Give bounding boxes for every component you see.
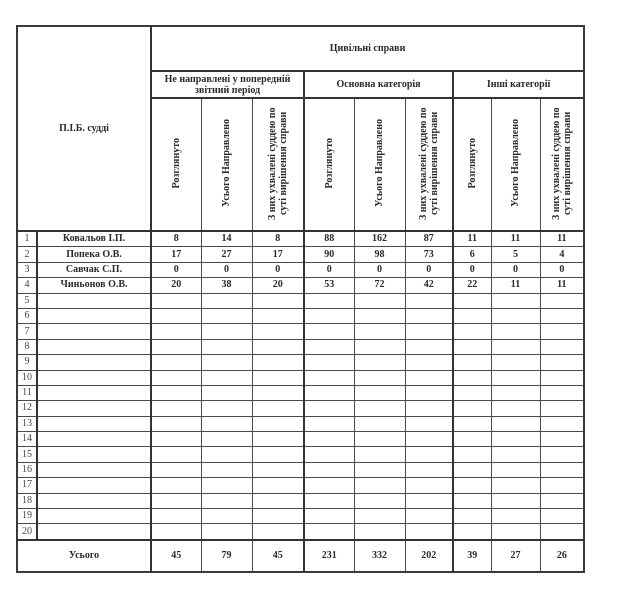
value-cell — [354, 385, 405, 400]
value-cell — [453, 293, 491, 308]
value-cell — [201, 308, 252, 323]
row-number: 7 — [17, 324, 37, 339]
value-cell: 11 — [491, 278, 540, 293]
value-cell — [540, 416, 584, 431]
value-cell — [304, 493, 354, 508]
value-cell — [405, 355, 453, 370]
row-number: 9 — [17, 355, 37, 370]
value-cell: 162 — [354, 231, 405, 247]
column-header-label: З них ухвалені суддею по суті вирішення справи — [550, 106, 573, 220]
value-cell — [540, 308, 584, 323]
value-cell — [405, 432, 453, 447]
value-cell — [201, 293, 252, 308]
table-row — [17, 432, 584, 447]
total-value-cell: 332 — [354, 540, 405, 572]
row-number: 5 — [17, 293, 37, 308]
table-row — [17, 385, 584, 400]
value-cell — [354, 355, 405, 370]
table-row — [17, 308, 584, 323]
judge-name-cell: Чиньонов О.В. — [37, 278, 151, 293]
value-cell — [453, 339, 491, 354]
column-header — [252, 98, 304, 231]
value-cell — [151, 385, 201, 400]
value-cell: 53 — [304, 278, 354, 293]
value-cell — [540, 524, 584, 540]
value-cell — [304, 509, 354, 524]
value-cell — [491, 385, 540, 400]
value-cell — [304, 385, 354, 400]
value-cell: 42 — [405, 278, 453, 293]
total-value-cell: 202 — [405, 540, 453, 572]
table-row — [17, 462, 584, 477]
value-cell — [453, 355, 491, 370]
value-cell — [201, 370, 252, 385]
value-cell — [453, 401, 491, 416]
value-cell — [252, 355, 304, 370]
value-cell — [151, 355, 201, 370]
value-cell — [405, 524, 453, 540]
table-row — [17, 509, 584, 524]
total-value-cell: 27 — [491, 540, 540, 572]
value-cell — [453, 447, 491, 462]
table-row — [17, 247, 584, 262]
value-cell — [354, 493, 405, 508]
column-header-label: З них ухвалені суддею по суті вирішення справи — [417, 106, 440, 220]
total-value-cell: 79 — [201, 540, 252, 572]
judge-name-cell — [37, 416, 151, 431]
value-cell — [151, 324, 201, 339]
table-row — [17, 324, 584, 339]
value-cell — [252, 432, 304, 447]
table-row — [17, 231, 584, 247]
value-cell: 0 — [491, 262, 540, 277]
value-cell — [252, 462, 304, 477]
row-number: 13 — [17, 416, 37, 431]
column-header-label: Розглянуто — [323, 137, 335, 189]
row-number: 2 — [17, 247, 37, 262]
value-cell — [354, 509, 405, 524]
value-cell — [540, 324, 584, 339]
civil-cases-report-table — [16, 25, 585, 573]
row-number: 20 — [17, 524, 37, 540]
value-cell — [491, 355, 540, 370]
value-cell — [151, 432, 201, 447]
value-cell — [201, 339, 252, 354]
value-cell — [304, 324, 354, 339]
value-cell — [540, 355, 584, 370]
value-cell — [540, 509, 584, 524]
value-cell — [405, 447, 453, 462]
judge-name-cell: Попека О.В. — [37, 247, 151, 262]
value-cell: 11 — [491, 231, 540, 247]
value-cell — [540, 370, 584, 385]
value-cell: 11 — [540, 278, 584, 293]
table-row — [17, 278, 584, 293]
value-cell — [453, 416, 491, 431]
value-cell — [151, 447, 201, 462]
value-cell — [304, 308, 354, 323]
row-number: 18 — [17, 493, 37, 508]
value-cell — [151, 308, 201, 323]
value-cell: 98 — [354, 247, 405, 262]
judge-name-cell — [37, 401, 151, 416]
value-cell — [201, 324, 252, 339]
group-header-main-category: Основна категорія — [304, 71, 453, 98]
section-title-header: Цивільні справи — [151, 26, 584, 71]
value-cell — [201, 401, 252, 416]
value-cell — [540, 339, 584, 354]
value-cell — [354, 401, 405, 416]
value-cell — [252, 308, 304, 323]
value-cell — [252, 524, 304, 540]
value-cell — [540, 447, 584, 462]
value-cell — [201, 524, 252, 540]
row-number: 11 — [17, 385, 37, 400]
value-cell — [354, 462, 405, 477]
value-cell — [252, 370, 304, 385]
value-cell: 72 — [354, 278, 405, 293]
value-cell: 8 — [252, 231, 304, 247]
table-row — [17, 339, 584, 354]
value-cell — [151, 293, 201, 308]
value-cell: 17 — [151, 247, 201, 262]
value-cell — [304, 432, 354, 447]
total-value-cell: 39 — [453, 540, 491, 572]
value-cell — [354, 308, 405, 323]
value-cell: 20 — [252, 278, 304, 293]
value-cell — [453, 370, 491, 385]
value-cell — [354, 432, 405, 447]
value-cell — [151, 524, 201, 540]
value-cell — [354, 324, 405, 339]
value-cell — [304, 416, 354, 431]
value-cell — [201, 493, 252, 508]
value-cell — [201, 385, 252, 400]
column-header — [201, 98, 252, 231]
value-cell — [354, 339, 405, 354]
judge-name-cell — [37, 493, 151, 508]
value-cell — [201, 416, 252, 431]
value-cell — [252, 324, 304, 339]
value-cell — [201, 432, 252, 447]
value-cell: 0 — [151, 262, 201, 277]
column-header — [540, 98, 584, 231]
value-cell — [405, 370, 453, 385]
value-cell — [405, 324, 453, 339]
value-cell: 88 — [304, 231, 354, 247]
judge-name-cell — [37, 293, 151, 308]
value-cell — [151, 462, 201, 477]
value-cell: 0 — [540, 262, 584, 277]
value-cell — [354, 524, 405, 540]
judge-name-cell — [37, 355, 151, 370]
value-cell: 5 — [491, 247, 540, 262]
column-header-label: Усього Направлено — [221, 119, 233, 207]
table-row — [17, 493, 584, 508]
value-cell — [304, 478, 354, 493]
value-cell — [405, 478, 453, 493]
value-cell — [540, 478, 584, 493]
value-cell — [201, 447, 252, 462]
value-cell — [540, 462, 584, 477]
column-header — [453, 98, 491, 231]
row-number: 4 — [17, 278, 37, 293]
value-cell — [201, 478, 252, 493]
value-cell — [252, 416, 304, 431]
value-cell — [453, 509, 491, 524]
value-cell — [491, 509, 540, 524]
judge-name-cell — [37, 447, 151, 462]
value-cell — [252, 339, 304, 354]
value-cell — [354, 447, 405, 462]
value-cell — [354, 478, 405, 493]
value-cell — [151, 339, 201, 354]
value-cell: 27 — [201, 247, 252, 262]
column-header — [405, 98, 453, 231]
value-cell — [491, 478, 540, 493]
value-cell — [491, 416, 540, 431]
value-cell: 87 — [405, 231, 453, 247]
column-header-label: Розглянуто — [466, 137, 478, 189]
total-label: Усього — [17, 540, 151, 572]
judge-name-cell — [37, 432, 151, 447]
value-cell — [151, 478, 201, 493]
value-cell: 73 — [405, 247, 453, 262]
value-cell — [540, 432, 584, 447]
value-cell — [453, 493, 491, 508]
value-cell: 0 — [201, 262, 252, 277]
value-cell — [491, 308, 540, 323]
group-header-other-categories: Інші категорії — [453, 71, 584, 98]
table-row — [17, 293, 584, 308]
column-header-label: Усього Направлено — [374, 119, 386, 207]
total-value-cell: 45 — [151, 540, 201, 572]
value-cell — [491, 524, 540, 540]
value-cell — [491, 493, 540, 508]
value-cell — [252, 509, 304, 524]
value-cell: 11 — [540, 231, 584, 247]
row-number: 3 — [17, 262, 37, 277]
value-cell — [405, 385, 453, 400]
value-cell — [453, 478, 491, 493]
group-header-not-sent-previous: Не направлені у попередній звітний період — [151, 71, 304, 98]
judge-name-cell: Ковальов І.П. — [37, 231, 151, 247]
value-cell — [491, 324, 540, 339]
value-cell: 0 — [304, 262, 354, 277]
value-cell — [405, 308, 453, 323]
row-number: 14 — [17, 432, 37, 447]
value-cell — [405, 462, 453, 477]
value-cell: 17 — [252, 247, 304, 262]
value-cell — [252, 447, 304, 462]
value-cell — [540, 385, 584, 400]
value-cell — [252, 293, 304, 308]
value-cell: 90 — [304, 247, 354, 262]
value-cell — [252, 385, 304, 400]
judge-name-header: П.І.Б. судді — [17, 26, 151, 231]
value-cell: 4 — [540, 247, 584, 262]
table-row — [17, 370, 584, 385]
column-header — [491, 98, 540, 231]
total-value-cell: 231 — [304, 540, 354, 572]
value-cell — [405, 293, 453, 308]
value-cell — [491, 339, 540, 354]
value-cell — [453, 324, 491, 339]
total-value-cell: 45 — [252, 540, 304, 572]
row-number: 8 — [17, 339, 37, 354]
table-row — [17, 524, 584, 540]
value-cell — [540, 493, 584, 508]
value-cell — [151, 493, 201, 508]
judge-name-cell — [37, 308, 151, 323]
value-cell: 0 — [405, 262, 453, 277]
column-header-label: З них ухвалені суддею по суті вирішення справи — [266, 106, 289, 220]
row-number: 16 — [17, 462, 37, 477]
value-cell — [151, 509, 201, 524]
value-cell — [304, 524, 354, 540]
value-cell: 20 — [151, 278, 201, 293]
judge-name-cell — [37, 462, 151, 477]
value-cell — [354, 416, 405, 431]
table-row — [17, 447, 584, 462]
value-cell — [151, 370, 201, 385]
value-cell — [252, 478, 304, 493]
value-cell — [405, 339, 453, 354]
value-cell — [252, 401, 304, 416]
value-cell — [304, 339, 354, 354]
value-cell — [304, 401, 354, 416]
value-cell — [405, 493, 453, 508]
judge-name-cell: Савчак С.П. — [37, 262, 151, 277]
value-cell — [252, 493, 304, 508]
value-cell — [405, 509, 453, 524]
column-header — [354, 98, 405, 231]
column-header — [151, 98, 201, 231]
judge-name-cell — [37, 478, 151, 493]
value-cell — [304, 370, 354, 385]
value-cell — [491, 293, 540, 308]
value-cell: 0 — [354, 262, 405, 277]
judge-name-cell — [37, 524, 151, 540]
value-cell: 11 — [453, 231, 491, 247]
table-row — [17, 401, 584, 416]
total-row — [17, 540, 584, 572]
table-header — [17, 26, 584, 231]
value-cell — [491, 370, 540, 385]
value-cell — [304, 293, 354, 308]
judge-name-cell — [37, 385, 151, 400]
value-cell — [405, 401, 453, 416]
column-header-label: Усього Направлено — [510, 119, 522, 207]
value-cell: 14 — [201, 231, 252, 247]
value-cell — [540, 401, 584, 416]
value-cell — [354, 370, 405, 385]
value-cell — [201, 509, 252, 524]
value-cell — [453, 308, 491, 323]
total-value-cell: 26 — [540, 540, 584, 572]
value-cell: 8 — [151, 231, 201, 247]
value-cell — [491, 447, 540, 462]
row-number: 12 — [17, 401, 37, 416]
column-header — [304, 98, 354, 231]
value-cell — [453, 385, 491, 400]
value-cell — [304, 462, 354, 477]
judge-name-cell — [37, 370, 151, 385]
value-cell — [453, 432, 491, 447]
value-cell — [151, 416, 201, 431]
row-number: 17 — [17, 478, 37, 493]
value-cell — [540, 293, 584, 308]
value-cell — [304, 447, 354, 462]
value-cell — [201, 355, 252, 370]
table-row — [17, 262, 584, 277]
judge-name-cell — [37, 509, 151, 524]
value-cell — [491, 401, 540, 416]
value-cell: 6 — [453, 247, 491, 262]
value-cell — [491, 462, 540, 477]
row-number: 6 — [17, 308, 37, 323]
row-number: 1 — [17, 231, 37, 247]
value-cell — [491, 432, 540, 447]
value-cell — [453, 462, 491, 477]
value-cell — [201, 462, 252, 477]
value-cell: 22 — [453, 278, 491, 293]
judge-name-cell — [37, 339, 151, 354]
row-number: 15 — [17, 447, 37, 462]
value-cell: 0 — [252, 262, 304, 277]
row-number: 10 — [17, 370, 37, 385]
row-number: 19 — [17, 509, 37, 524]
column-header-label: Розглянуто — [170, 137, 182, 189]
table-body — [17, 231, 584, 540]
value-cell — [354, 293, 405, 308]
value-cell — [304, 355, 354, 370]
value-cell — [453, 524, 491, 540]
table-row — [17, 478, 584, 493]
value-cell: 38 — [201, 278, 252, 293]
table-row — [17, 416, 584, 431]
judge-name-cell — [37, 324, 151, 339]
table-row — [17, 355, 584, 370]
value-cell — [151, 401, 201, 416]
value-cell: 0 — [453, 262, 491, 277]
value-cell — [405, 416, 453, 431]
